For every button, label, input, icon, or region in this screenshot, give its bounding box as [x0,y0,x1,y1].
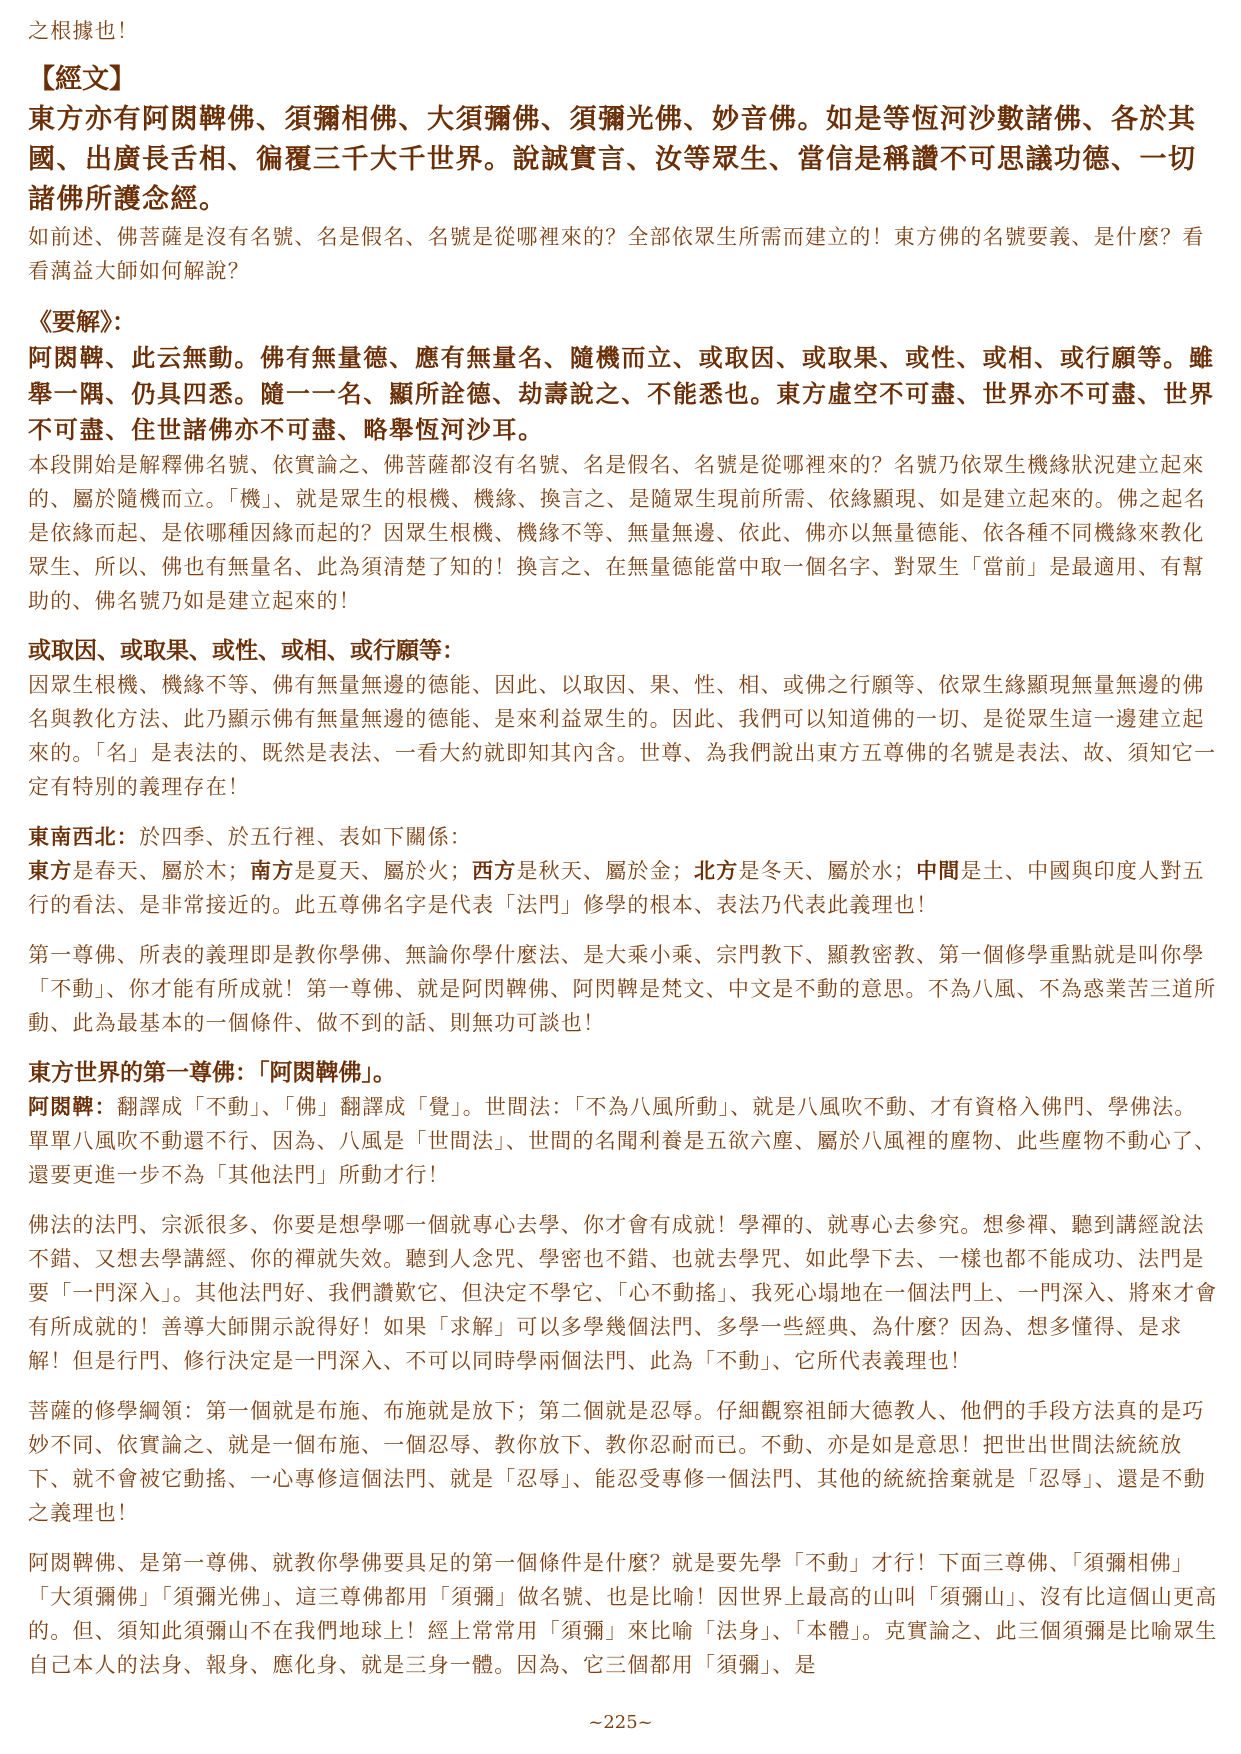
south-label: 南方 [250,858,295,883]
paragraph-4: 佛法的法門、宗派很多、你要是想學哪一個就專心去學、你才會有成就！學禪的、就專心去參究。想參禪、聽到講經說法不錯、又想去學講經、你的禪就失效。聽到人念咒、學密也不錯、也就去學咒、如此學下去、一樣也都不能成功、法門是要「一門深入」。其他法門好、我們讚歎它、但決定不學它、「心不動搖」、我死心塌地在一個法門上、一門深入、將來才會有所成就的！善導大師開示說得好！如果「求解」可以多學幾個法門、多學一些經典、為什麼？因為、想多懂得、是求解！但是行門、修行決定是一門深入、不可以同時學兩個法門、此為「不動」、它所代表義理也！ [28,1213,1218,1373]
center-label: 中間 [916,858,961,883]
akshobhya-heading: 阿閦鞞： [28,1094,117,1119]
paragraph-3: 第一尊佛、所表的義理即是教你學佛、無論你學什麼法、是大乘小乘、宗門教下、顯教密教、第一個修學重點就是叫你學「不動」、你才能有所成就！第一尊佛、就是阿閃鞞佛、阿閃鞞是梵文、中文是不動的意思。不為八風、不為惑業苦三道所動、此為最基本的一個條件、做不到的話、則無功可談也！ [28,943,1217,1035]
yaojie-text: 阿閦鞞、此云無動。佛有無量德、應有無量名、隨機而立、或取因、或取果、或性、或相、或行願等。雖舉一隅、仍具四悉。隨一一名、顯所詮德、劫壽說之、不能悉也。東方虛空不可盡、世界亦不可盡、世界不可盡、住世諸佛亦不可盡、略舉恆河沙耳。 [28,343,1215,444]
south-text: 是夏天、屬於火； [294,859,473,883]
directions-intro [28,820,1218,854]
akshobhya-text: 翻譯成「不動」、「佛」翻譯成「覺」。世間法：「不為八風所動」、就是八風吹不動、才有資格入佛門、學佛法。單單八風吹不動還不行、因為、八風是「世間法」、世間的名聞利養是五欲六塵、屬於八風裡的塵物、此些塵物不動心了、還要更進一步不為「其他法門」所動才行！ [28,1095,1217,1187]
directions-text: 於四季、於五行裡、表如下關係： [139,825,472,849]
center-text: 是土、中國與印度人對五行的看法、是非常接近的。此五尊佛名字是代表「法門」修學的根本、表法乃代表此義理也！ [28,859,1205,917]
page-body [28,14,1218,1682]
east-text: 是春天、屬於木； [72,859,251,883]
north-label: 北方 [694,858,739,883]
akshobhya-paragraph [28,1090,1218,1192]
intro-paragraph: 如前述、佛菩薩是沒有名號、名是假名、名號是從哪裡來的？全部依眾生所需而建立的！東方佛的名號要義、是什麼？看看蕅益大師如何解說？ [28,225,1205,283]
subheading-1: 或取因、或取果、或性、或相、或行願等： [28,637,465,664]
sutra-text: 東方亦有阿閦鞞佛、須彌相佛、大須彌佛、須彌光佛、妙音佛。如是等恆河沙數諸佛、各於其國、出廣長舌相、徧覆三千大千世界。說誠實言、汝等眾生、當信是稱讚不可思議功德、一切諸佛所護念經。 [28,104,1197,215]
north-text: 是冬天、屬於水； [738,859,917,883]
paragraph-2: 因眾生根機、機緣不等、佛有無量無邊的德能、因此、以取因、果、性、相、或佛之行願等、依眾生緣顯現無量無邊的佛名與教化方法、此乃顯示佛有無量無邊的德能、是來利益眾生的。因此、我們可以知道佛的一切、是從眾生這一邊建立起來的。「名」是表法的、既然是表法、一看大約就即知其內含。世尊、為我們說出東方五尊佛的名號是表法、故、須知它一定有特別的義理存在！ [28,673,1217,799]
yaojie-label: 《要解》： [28,307,136,336]
paragraph-6: 阿閦鞞佛、是第一尊佛、就教你學佛要具足的第一個條件是什麼？就是要先學「不動」才行！下面三尊佛、「須彌相佛」「大須彌佛」「須彌光佛」、這三尊佛都用「須彌」做名號、也是比喻！因世界上最高的山叫「須彌山」、沒有比這個山更高的。但、須知此須彌山不在我們地球上！經上常常用「須彌」來比喻「法身」、「本體」。克實論之、此三個須彌是比喻眾生自己本人的法身、報身、應化身、就是三身一體。因為、它三個都用「須彌」、是 [28,1551,1218,1677]
top-line: 之根據也！ [28,19,139,43]
west-label: 西方 [472,858,517,883]
subheading-2: 東方世界的第一尊佛：「阿閦鞞佛」。 [28,1059,396,1086]
directions-paragraph [28,854,1218,922]
paragraph-5: 菩薩的修學綱領：第一個就是布施、布施就是放下；第二個就是忍辱。仔細觀察祖師大德教人、他們的手段方法真的是巧妙不同、依實論之、就是一個布施、一個忍辱、教你放下、教你忍耐而已。不動、亦是如是意思！把世出世間法統統放下、就不會被它動搖、一心專修這個法門、就是「忍辱」、能忍受專修一個法門、其他的統統捨棄就是「忍辱」、還是不動之義理也！ [28,1399,1206,1525]
east-label: 東方 [28,858,73,883]
directions-heading: 東南西北： [28,824,139,849]
paragraph-1: 本段開始是解釋佛名號、依實論之、佛菩薩都沒有名號、名是假名、名號是從哪裡來的？名號乃依眾生機緣狀況建立起來的、屬於隨機而立。「機」、就是眾生的根機、機緣、換言之、是隨眾生現前所需、依緣顯現、如是建立起來的。佛之起名是依緣而起、是依哪種因緣而起的？因眾生根機、機緣不等、無量無邊、依此、佛亦以無量德能、依各種不同機緣來教化眾生、所以、佛也有無量名、此為須清楚了知的！換言之、在無量德能當中取一個名字、對眾生「當前」是最適用、有幫助的、佛名號乃如是建立起來的！ [28,453,1206,613]
sutra-label: 【經文】 [28,64,136,95]
page-number: ~225~ [588,1712,653,1733]
west-text: 是秋天、屬於金； [516,859,695,883]
